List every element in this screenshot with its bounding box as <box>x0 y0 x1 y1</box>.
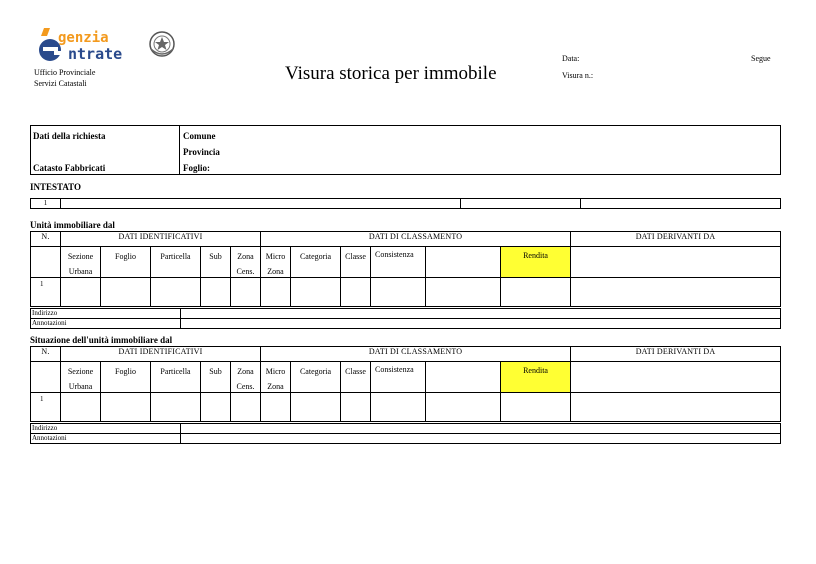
col-micro-header <box>261 362 291 393</box>
col-rendita-header <box>501 247 571 278</box>
intestato-cell <box>61 199 461 209</box>
col-sub-header <box>201 362 231 393</box>
row-number: 1 <box>31 278 61 307</box>
urbana-label: Urbana <box>68 382 93 391</box>
col-foglio-header <box>101 362 151 393</box>
segue-label: Segue <box>751 54 771 63</box>
italian-emblem-icon <box>148 29 176 59</box>
particella-label: Particella <box>160 367 191 376</box>
subheader-row <box>31 247 781 278</box>
table-row <box>31 309 781 319</box>
zona-label: Zona <box>237 367 254 376</box>
foglio-col-label: Foglio <box>115 367 136 376</box>
cens-label: Cens. <box>236 267 255 276</box>
col-sezione-header <box>61 362 101 393</box>
classe-label: Classe <box>345 252 366 261</box>
indirizzo-label: Indirizzo <box>31 424 181 434</box>
intestato-table <box>30 198 781 209</box>
particella-label: Particella <box>160 252 191 261</box>
sub-label: Sub <box>209 252 222 261</box>
section1-table <box>30 231 781 307</box>
subheader-row <box>31 362 781 393</box>
categoria-label: Categoria <box>299 367 332 376</box>
section1-footer-table <box>30 308 781 329</box>
intestato-row-number: 1 <box>31 199 61 209</box>
col-particella-header <box>151 247 201 278</box>
cens-label: Cens. <box>236 382 255 391</box>
col-consistenza-header <box>371 362 426 393</box>
provincia-label: Provincia <box>183 147 220 157</box>
col-classe-header <box>341 247 371 278</box>
col-sezione-header <box>61 247 101 278</box>
col-n-header: N. <box>31 347 61 362</box>
col-particella-header <box>151 362 201 393</box>
data-label: Data: <box>562 54 580 63</box>
request-box <box>30 125 781 175</box>
table-row <box>31 434 781 444</box>
dati-derivanti-header: DATI DERIVANTI DA <box>571 347 781 362</box>
table-row <box>31 278 781 307</box>
rendita-label: Rendita <box>523 366 548 375</box>
micro-label: Micro <box>265 367 286 376</box>
zona-label: Zona <box>237 252 254 261</box>
header-row <box>31 347 781 362</box>
visura-number-label: Visura n.: <box>562 71 594 80</box>
dati-classamento-header: DATI DI CLASSAMENTO <box>261 232 571 247</box>
col-zona-header <box>231 362 261 393</box>
section2-heading: Situazione dell'unità immobiliare dal <box>30 335 173 345</box>
col-categoria-header <box>291 247 341 278</box>
col-consistenza-header <box>371 247 426 278</box>
office-line-2: Servizi Catastali <box>34 79 87 88</box>
page-title: Visura storica per immobile <box>285 63 497 84</box>
catasto-label: Catasto Fabbricati <box>33 163 106 173</box>
urbana-label: Urbana <box>68 267 93 276</box>
section1-heading: Unità immobiliare dal <box>30 220 115 230</box>
dati-derivanti-header: DATI DERIVANTI DA <box>571 232 781 247</box>
micro-zona-label: Zona <box>267 382 284 391</box>
micro-label: Micro <box>265 252 286 261</box>
request-divider <box>179 126 180 174</box>
logo-word-ntrate: ntrate <box>68 45 123 63</box>
foglio-label: Foglio: <box>183 163 210 173</box>
col-n-header: N. <box>31 232 61 247</box>
annotazioni-label: Annotazioni <box>31 319 181 329</box>
col-foglio-header <box>101 247 151 278</box>
classe-label: Classe <box>345 367 366 376</box>
table-row <box>31 393 781 422</box>
intestato-heading: INTESTATO <box>30 182 82 192</box>
categoria-label: Categoria <box>299 252 332 261</box>
intestato-cell <box>581 199 781 209</box>
annotazioni-label: Annotazioni <box>31 434 181 444</box>
col-categoria-header <box>291 362 341 393</box>
dati-classamento-header: DATI DI CLASSAMENTO <box>261 347 571 362</box>
section2-table <box>30 346 781 422</box>
logo-word-genzia: genzia <box>58 30 109 46</box>
consistenza-label: Consistenza <box>375 365 414 374</box>
dati-richiesta-label: Dati della richiesta <box>33 131 106 141</box>
header-row <box>31 232 781 247</box>
intestato-cell <box>461 199 581 209</box>
section2-footer-table <box>30 423 781 444</box>
col-sub-header <box>201 247 231 278</box>
sezione-label: Sezione <box>67 252 94 261</box>
sub-label: Sub <box>209 367 222 376</box>
dati-identificativi-header: DATI IDENTIFICATIVI <box>61 232 261 247</box>
consistenza-label: Consistenza <box>375 250 414 259</box>
col-zona-header <box>231 247 261 278</box>
col-classe-header <box>341 362 371 393</box>
foglio-col-label: Foglio <box>115 252 136 261</box>
row-number: 1 <box>31 393 61 422</box>
micro-zona-label: Zona <box>267 267 284 276</box>
table-row <box>31 319 781 329</box>
dati-identificativi-header: DATI IDENTIFICATIVI <box>61 347 261 362</box>
agenzia-entrate-logo <box>34 26 154 66</box>
col-rendita-header <box>501 362 571 393</box>
indirizzo-label: Indirizzo <box>31 309 181 319</box>
table-row <box>31 199 781 209</box>
sezione-label: Sezione <box>67 367 94 376</box>
table-row <box>31 424 781 434</box>
col-micro-header <box>261 247 291 278</box>
office-line-1: Ufficio Provinciale <box>34 68 96 77</box>
comune-label: Comune <box>183 131 216 141</box>
rendita-label: Rendita <box>523 251 548 260</box>
